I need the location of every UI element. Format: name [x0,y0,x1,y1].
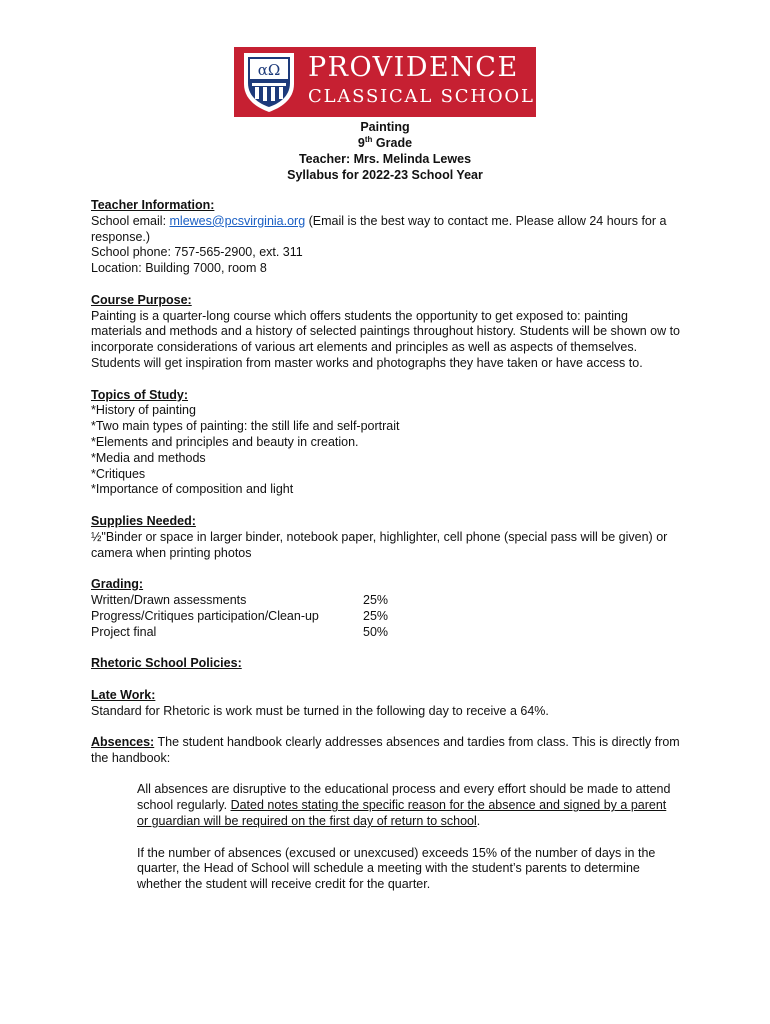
grade-weight: 25% [363,592,389,607]
policies-section [91,656,681,672]
section-heading: Late Work: [91,687,156,702]
school-logo [234,47,536,117]
phone-line: School phone: 757-565-2900, ext. 311 [91,245,303,260]
absences-intro: Absences: The student handbook clearly addresses absences and tardies from class. This is directly from the handbook: [91,735,680,765]
teacher-info-section [91,198,681,277]
list-item: *Two main types of painting: the still life and self-portrait [91,419,400,434]
section-heading: Teacher Information: [91,198,215,212]
handbook-quote [137,782,675,893]
purpose-text: Painting is a quarter-long course which offers students the opportunity to get exposed to: painting materials and methods and a history of selected paintings throughout history. Students will be shown ow to incorporate considerations of various art elements and principles as well as aspects of themselves. Students will get inspiration from master works and photographs they have taken or have access to. [91,308,680,370]
list-item: *Elements and principles and beauty in creation. [91,434,359,449]
table-row [91,609,388,625]
teacher-line: Teacher: Mrs. Melinda Lewes [298,152,472,166]
list-item: *Critiques [91,466,146,481]
course-title: Painting [360,120,410,134]
table-row [91,593,388,609]
document-header [0,119,770,183]
quote-paragraph: All absences are disruptive to the educational process and every effort should be made to attend school regularly. Dated notes stating the specific reason for the absence and signed by a parent or guardian will be required on the first day of return to school. [137,782,671,829]
quote-paragraph: If the number of absences (excused or unexcused) exceeds 15% of the number of days in the quarter, the Head of School will schedule a meeting with the student’s parents to determine whether the student will receive credit for the quarter. [137,845,656,892]
table-row [91,625,388,641]
document-body [91,198,681,909]
section-heading: Absences: [91,735,155,750]
grading-table [91,593,388,640]
section-heading: Rhetoric School Policies: [91,656,242,671]
email-line: School email: mlewes@pcsvirginia.org (Email is the best way to contact me. Please allow 24 hours for a response.) [91,213,667,244]
grade-item: Project final [91,624,157,639]
grade-item: Written/Drawn assessments [91,592,247,607]
grade-line: 9th Grade [357,134,413,150]
location-line: Location: Building 7000, room 8 [91,261,267,276]
grading-section [91,577,681,640]
email-link[interactable]: mlewes@pcsvirginia.org [169,213,306,228]
section-heading: Course Purpose: [91,292,192,307]
list-item: *History of painting [91,403,196,418]
section-heading: Supplies Needed: [91,513,196,528]
late-work-section [91,688,681,720]
logo-school-name: PROVIDENCE [308,52,519,83]
grade-weight: 50% [363,624,389,639]
course-purpose-section [91,293,681,372]
grade-weight: 25% [363,608,389,623]
supplies-text: ½"Binder or space in larger binder, notebook paper, highlighter, cell phone (special pass will be given) or camera when printing photos [91,529,668,560]
list-item: *Importance of composition and light [91,482,294,497]
section-heading: Grading: [91,577,144,592]
grade-item: Progress/Critiques participation/Clean-up [91,608,319,623]
late-work-text: Standard for Rhetoric is work must be turned in the following day to receive a 64%. [91,703,549,718]
absences-section [91,735,681,767]
shield-icon [240,50,298,114]
topics-section [91,388,681,499]
syllabus-line: Syllabus for 2022-23 School Year [287,168,483,182]
supplies-section [91,514,681,561]
shield-letters: αΩ [257,61,281,79]
logo-school-type: CLASSICAL SCHOOL [308,86,535,107]
list-item: *Media and methods [91,450,206,465]
section-heading: Topics of Study: [91,387,188,402]
